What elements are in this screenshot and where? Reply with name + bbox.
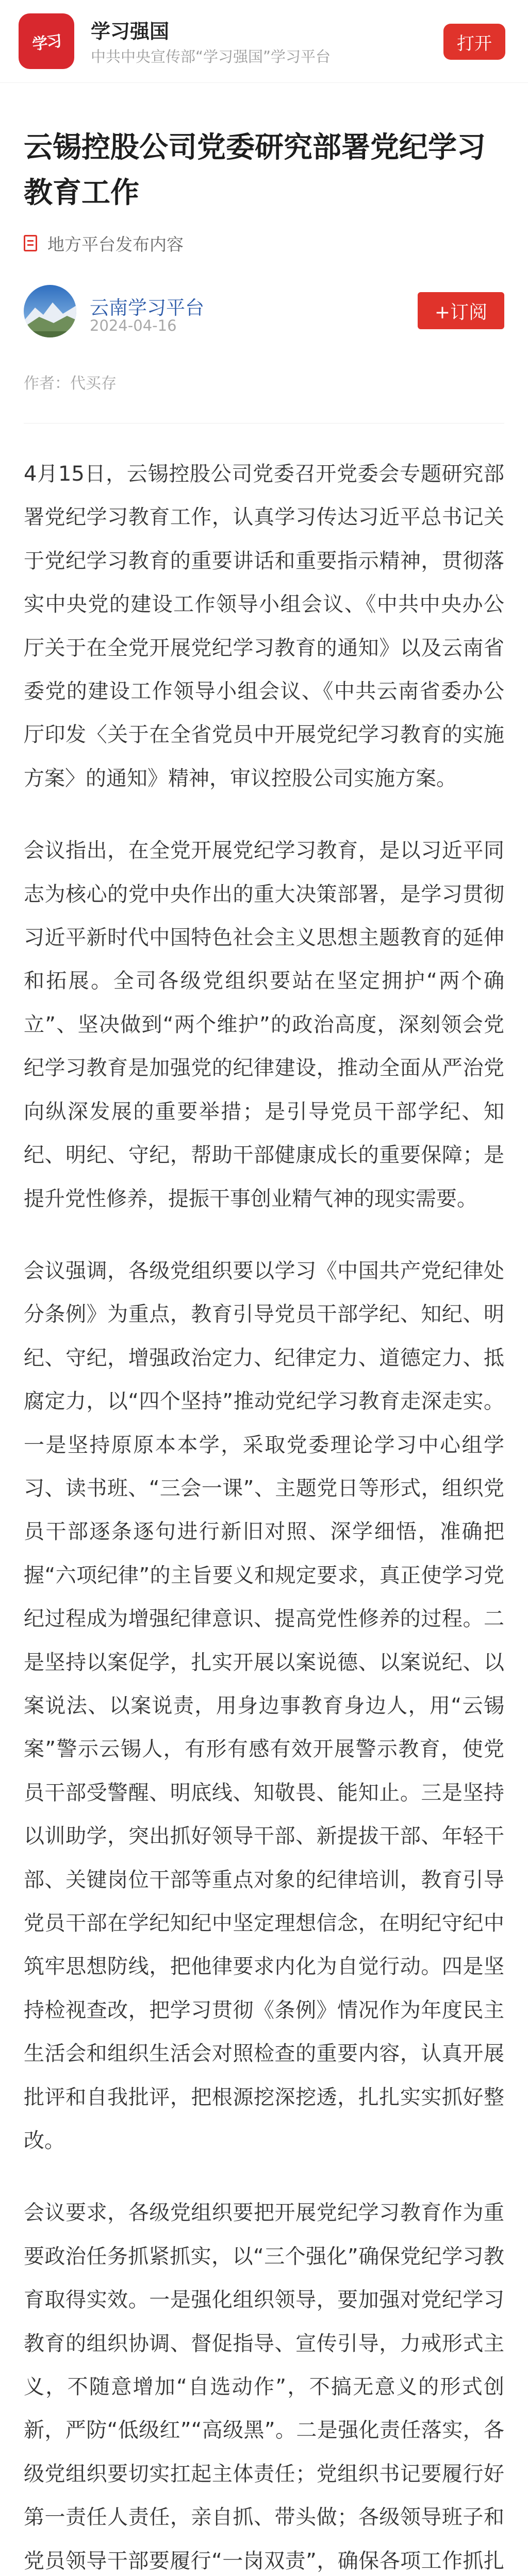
paragraph: 会议指出，在全党开展党纪学习教育，是以习近平同志为核心的党中央作出的重大决策部署，是学习贯彻习近平新时代中国特色社会主义思想主题教育的延伸和拓展。全司各级党组织要站在坚定拥护“两个确立”、坚决做到“两个维护”的政治高度，深刻领会党纪学习教育是加强党的纪律建设，推动全面从严治党向纵深发展的重要举措；是引导党员干部学纪、知纪、明纪、守纪，帮助干部健康成长的重要保障；是提升党性修养，提振干事创业精气神的现实需要。 <box>24 839 504 1211</box>
app-logo[interactable] <box>19 13 74 69</box>
subscribe-button[interactable]: +订阅 <box>418 292 504 329</box>
paragraph: 会议强调，各级党组织要以学习《中国共产党纪律处分条例》为重点，教育引导党员干部学纪、知纪、明纪、守纪，增强政治定力、纪律定力、道德定力、抵腐定力，以“四个坚持”推动党纪学习教育走深走实。一是坚持原原本本学，采取党委理论学习中心组学习、读书班、“三会一课”、主题党日等形式，组织党员干部逐条逐句进行新旧对照、深学细悟，准确把握“六项纪律”的主旨要义和规定要求，真正使学习党纪过程成为增强纪律意识、提高党性修养的过程。二是坚持以案促学，扎实开展以案说德、以案说纪、以案说法、以案说责，用身边事教育身边人，用“云锡案”警示云锡人，有形有感有效开展警示教育，使党员干部受警醒、明底线、知敬畏、能知止。三是坚持以训助学，突出抓好领导干部、新提拔干部、年轻干部、关键岗位干部等重点对象的纪律培训，教育引导党员干部在学纪知纪中坚定理想信念，在明纪守纪中筑牢思想防线，把他律要求内化为自觉行动。四是坚持检视查改，把学习贯彻《条例》情况作为年度民主生活会和组织生活会对照检查的重要内容，认真开展批评和自我批评，把根源挖深挖透，扎扎实实抓好整改。 <box>24 1259 504 2153</box>
open-app-button[interactable]: 打开 <box>443 24 505 60</box>
author-row <box>24 285 504 341</box>
article-body <box>24 452 504 2576</box>
publish-date: 2024-04-16 <box>90 317 177 334</box>
article-title: 云锡控股公司党委研究部署党纪学习教育工作 <box>24 131 486 210</box>
document-icon <box>24 235 37 251</box>
app-banner <box>0 0 528 83</box>
app-name: 学习强国 <box>91 20 170 43</box>
paragraph: 会议要求，各级党组织要把开展党纪学习教育作为重要政治任务抓紧抓实，以“三个强化”确保党纪学习教育取得实效。一是强化组织领导，要加强对党纪学习教育的组织协调、督促指导、宣传引导，力戒形式主义，不随意增加“自选动作”，不搞无意义的形式创新，严防“低级红”“高级黑”。二是强化责任落实，各级党组织要切实扛起主体责任；党组织书记要履行好第一责任人责任，亲自抓、带头做；各级领导班子和党员领导干部要履行“一岗双责”，确保各项工作抓扎 <box>24 2201 504 2573</box>
app-subtitle: 中共中央宣传部“学习强国”学习平台 <box>91 48 331 65</box>
paragraph: 4月15日，云锡控股公司党委召开党委会专题研究部署党纪学习教育工作，认真学习传达习近平总书记关于党纪学习教育的重要讲话和重要指示精神，贯彻落实中央党的建设工作领导小组会议、《中共中央办公厅关于在全党开展党纪学习教育的通知》以及云南省委党的建设工作领导小组会议、《中共云南省委办公厅印发〈关于在全省党员中开展党纪学习教育的实施方案〉的通知》精神，审议控股公司实施方案。 <box>24 462 504 790</box>
source-tag <box>24 231 504 255</box>
byline: 作者：代买存 <box>24 375 117 393</box>
author-name[interactable]: 云南学习平台 <box>90 297 204 319</box>
source-label: 地方平台发布内容 <box>47 234 184 255</box>
author-avatar[interactable] <box>24 285 76 337</box>
article <box>0 125 528 2576</box>
app-logo-text: 学习 <box>31 32 62 54</box>
